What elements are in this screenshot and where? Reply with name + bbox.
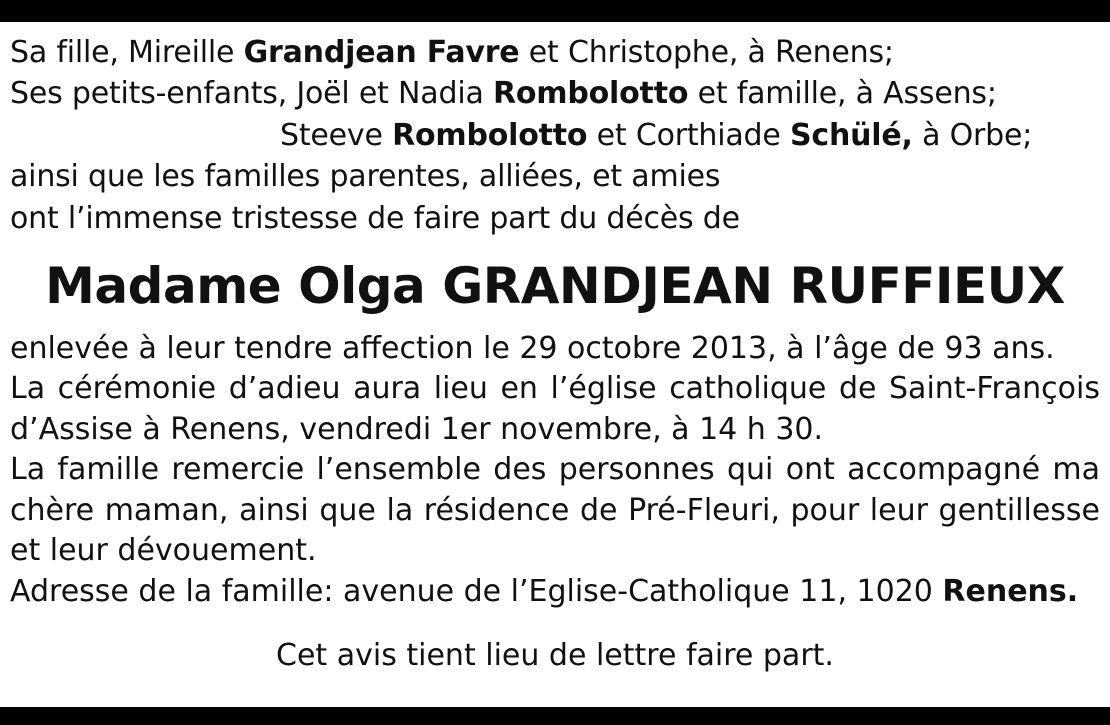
intro-lines [10, 32, 1100, 239]
plain-text: et Corthiade [587, 117, 790, 153]
plain-text: et Christophe, à Renens; [519, 35, 894, 70]
plain-text: Sa fille, Mireille [10, 35, 244, 70]
closing-line: Cet avis tient lieu de lettre faire part. [276, 638, 834, 674]
emphasis-text: Grandjean Favre [243, 35, 520, 70]
plain-text: Steeve [280, 117, 393, 153]
intro-line [10, 73, 1100, 114]
plain-text: La famille remercie l’ensemble des personnes qui ont accompagné ma chère maman, ainsi que la résidence de Pré-Fleuri, pour leur gentillesse et leur dévouement. [10, 452, 1100, 569]
plain-text: Adresse de la famille: avenue de l’Eglise-Catholique 11, 1020 [10, 573, 943, 609]
plain-text: à Orbe; [912, 117, 1033, 153]
deceased-name: Madame Olga GRANDJEAN RUFFIEUX [45, 256, 1065, 315]
intro-line [10, 32, 1100, 73]
plain-text: ainsi que les familles parentes, alliées, et amies [10, 159, 721, 195]
plain-text: Ses petits-enfants, Joël et Nadia [10, 76, 493, 112]
notice-paragraph [10, 450, 1100, 572]
plain-text: enlevée à leur tendre affection le 29 octobre 2013, à l’âge de 93 ans. [10, 330, 1055, 366]
emphasis-text: Rombolotto [493, 76, 689, 112]
emphasis-text: Renens. [942, 573, 1079, 609]
intro-line [10, 156, 1100, 197]
plain-text: et famille, à Assens; [688, 76, 997, 112]
notice-paragraph [10, 369, 1100, 450]
notice-paragraph [10, 329, 1100, 370]
intro-line [10, 115, 1100, 156]
emphasis-text: Schülé, [790, 117, 913, 153]
notice-paragraphs [10, 329, 1100, 613]
emphasis-text: Rombolotto [392, 117, 588, 153]
plain-text: ont l’immense tristesse de faire part du décès de [10, 200, 740, 236]
plain-text: La cérémonie d’adieu aura lieu en l’église catholique de Saint-François d’Assise à Renens, vendredi 1er novembre, à 14 h 30. [10, 371, 1100, 447]
notice-paragraph [10, 572, 1100, 613]
intro-line [10, 198, 1100, 239]
